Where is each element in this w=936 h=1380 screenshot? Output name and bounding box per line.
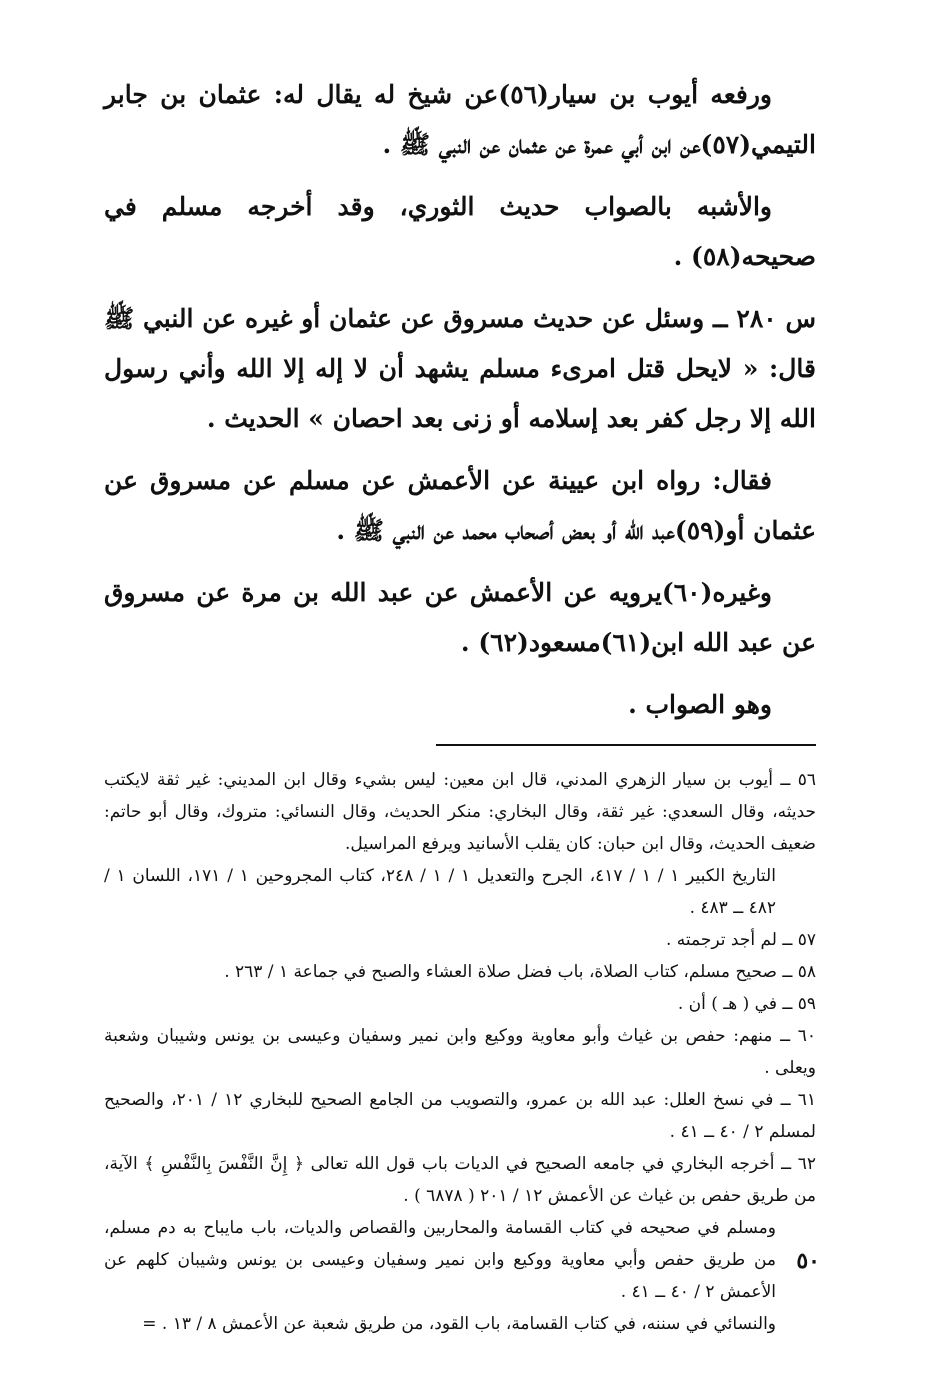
footnote-62: ٦٢ ــ أخرجه البخاري في جامعه الصحيح في الديات باب قول الله تعالى ﴿ إِنَّ النَّفْسَ بِالنَّفْسِ ﴾ الآية، من طريق حفص بن غياث عن الأعمش ١٢ / ٢٠١ ( ٦٨٧٨ ) . — [104, 1154, 816, 1206]
page-number: ٥٠ — [796, 1248, 820, 1274]
footnote-59: ٥٩ ــ في ( هـ ) أن . — [677, 994, 816, 1014]
footnote-62-muslim: ومسلم في صحيحه في كتاب القسامة والمحاربين والقصاص والديات، باب مايباح به دم مسلم، من طريق حفص وأبي معاوية ووكيع وابن نمير وسفيان وعيسى بن يونس وشيبان كلهم عن الأعمش ٢ / ٤٠ ــ ٤١ . — [104, 1218, 776, 1302]
footnote-56: ٥٦ ــ أيوب بن سيار الزهري المدني، قال ابن معين: ليس بشيء وقال ابن المديني: غير ثقة لايكتب حديثه، وقال السعدي: غير ثقة، وقال البخاري: منكر الحديث، وقال النسائي: متروك، وقال أبو حاتم: ضعيف الحديث، وقال ابن حبان: كان يقلب الأسانيد ويرفع المراسيل. — [104, 770, 816, 854]
paragraph-answer: فقال: رواه ابن عيينة عن الأعمش عن مسلم عن مسروق عن عثمان أو(٥٩)عبد الله أو بعض أصحاب محمد عن النبي ﷺ . — [104, 466, 816, 545]
footnote-57: ٥٧ ــ لم أجد ترجمته . — [666, 930, 816, 950]
footnote-divider — [436, 744, 816, 746]
footnote-56-refs: التاريخ الكبير ١ / ١ / ٤١٧، الجرح والتعديل ١ / ١ / ٢٤٨، كتاب المجروحين ١ / ١٧١، اللسان ١ / ٤٨٢ ــ ٤٨٣ . — [104, 866, 776, 918]
paragraph-conclusion: وهو الصواب . — [628, 690, 772, 719]
footnote-61: ٦١ ــ في نسخ العلل: عبد الله بن عمرو، والتصويب من الجامع الصحيح للبخاري ١٢ / ٢٠١، والصحيح لمسلم ٢ / ٤٠ ــ ٤١ . — [104, 1090, 816, 1142]
footnote-60: ٦٠ ــ منهم: حفص بن غياث وأبو معاوية ووكيع وابن نمير وسفيان وعيسى بن يونس وشيبان وشعبة ويعلى . — [104, 1026, 816, 1078]
page — [104, 70, 816, 1340]
footnotes — [104, 764, 816, 1340]
paragraph-1: ورفعه أيوب بن سيار(٥٦)عن شيخ له يقال له: عثمان بن جابر التيمي(٥٧)عن ابن أبي عمرة عن عثمان عن النبي ﷺ . — [104, 80, 816, 159]
question-280: س ٢٨٠ ــ وسئل عن حديث مسروق عن عثمان أو غيره عن النبي ﷺ قال: « لايحل قتل امرىء مسلم يشهد أن لا إله إلا الله وأني رسول الله إلا رجل كفر بعد إسلامه أو زنى بعد احصان » الحديث . — [104, 304, 816, 433]
footnote-62-nasai: والنسائي في سننه، في كتاب القسامة، باب القود، من طريق شعبة عن الأعمش ٨ / ١٣ . = — [142, 1314, 776, 1334]
paragraph-2: والأشبه بالصواب حديث الثوري، وقد أخرجه مسلم في صحيحه(٥٨) . — [104, 192, 816, 271]
footnote-58: ٥٨ ــ صحيح مسلم، كتاب الصلاة، باب فضل صلاة العشاء والصبح في جماعة ١ / ٢٦٣ . — [224, 962, 816, 982]
main-text — [104, 70, 816, 730]
paragraph-others: وغيره(٦٠)يرويه عن الأعمش عن عبد الله بن مرة عن مسروق عن عبد الله ابن(٦١)مسعود(٦٢) . — [104, 578, 816, 657]
